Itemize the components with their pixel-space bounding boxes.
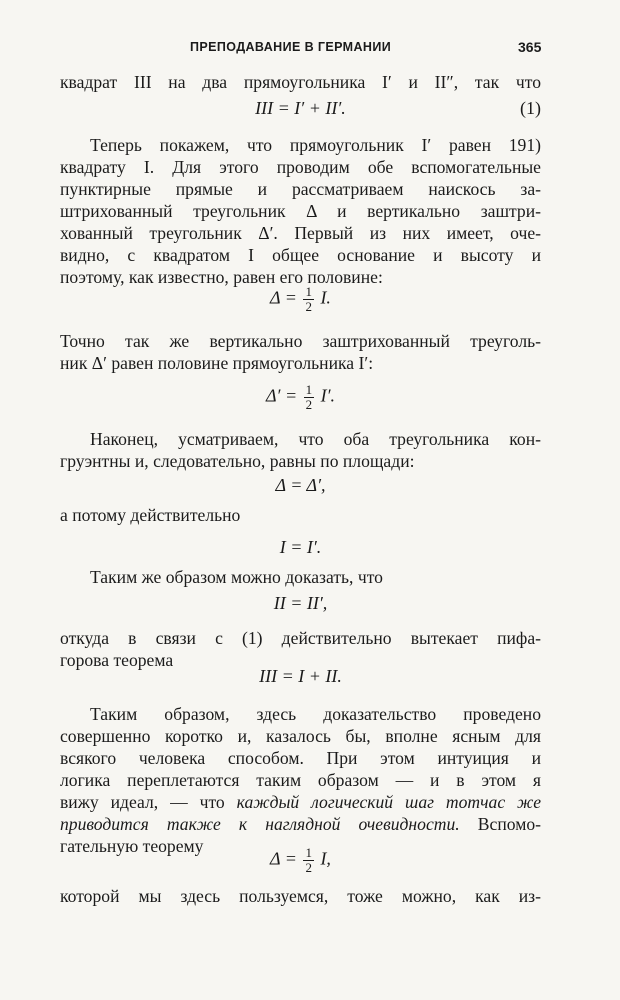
equation-6: II = II′,: [273, 593, 328, 613]
paragraph-conclusion: [60, 703, 541, 857]
text-line: квадрату I. Для этого проводим обе вспомогательные: [60, 157, 541, 177]
paragraph-similarly: Таким же образом можно доказать, что: [90, 567, 383, 587]
paragraph-proof-start: [60, 134, 541, 288]
paragraph-intro: квадрат III на два прямоугольника I′ и II″, так что: [60, 72, 541, 92]
equation-8: Δ = $\frac{1}{2}$ I,: [270, 845, 331, 875]
equation-2: Δ = $\frac{1}{2}$ I.: [270, 284, 331, 314]
text-line: Наконец, усматриваем, что оба треугольника кон-: [90, 429, 541, 449]
text-line: совершенно коротко и, казалось бы, вполне ясным для: [60, 726, 541, 746]
equation-5: I = I′.: [279, 537, 322, 557]
text-line: всякого человека способом. При этом интуиция и: [60, 748, 541, 768]
text-line: ник Δ′ равен половине прямоугольника I′:: [60, 353, 374, 373]
equation-4: Δ = Δ′,: [275, 475, 326, 495]
equation-3: Δ′ = $\frac{1}{2}$ I′.: [265, 382, 336, 412]
equation-number: (1): [520, 98, 541, 118]
fraction: $\frac{1}{2}$: [305, 284, 312, 314]
text-line: горова теорема: [60, 650, 174, 670]
paragraph-therefore: а потому действительно: [60, 505, 241, 525]
text-line: Теперь покажем, что прямоугольник I′ равен 191): [90, 135, 541, 155]
equation-1: [60, 97, 541, 119]
text-line: Таким образом, здесь доказательство проведено: [90, 704, 541, 724]
equation-7: III = I + II.: [259, 666, 342, 686]
page-number: 365: [518, 39, 542, 55]
text-line: хованный треугольник Δ′. Первый из них имеет, оче-: [60, 223, 541, 243]
text-line: поэтому, как известно, равен его половине:: [60, 267, 383, 287]
text-line: приводится также к наглядной очевидности. Вспомо-: [60, 814, 541, 834]
text-line: откуда в связи с (1) действительно вытекает пифа-: [60, 628, 541, 648]
equation-1-formula: III = I′ + II′.: [255, 98, 346, 118]
text-line: вижу идеал, — что каждый логический шаг тотчас же: [60, 792, 542, 812]
page-header: [0, 40, 620, 60]
fraction: $\frac{1}{2}$: [305, 382, 313, 412]
text-line: груэнтны и, следовательно, равны по площади:: [60, 451, 415, 471]
text-line: пунктирные прямые и рассматриваем наискось за-: [60, 179, 541, 199]
italic-emphasis: приводится также к наглядной очевидности.: [60, 814, 460, 834]
fraction: $\frac{1}{2}$: [305, 845, 312, 875]
text-line: Точно так же вертикально заштрихованный треуголь-: [60, 331, 541, 351]
paragraph-final: которой мы здесь пользуемся, тоже можно, как из-: [60, 886, 541, 906]
paragraph-vertical-triangle: [60, 330, 541, 374]
text-line: логика переплетаются таким образом — и в этом я: [60, 770, 541, 790]
text-line: видно, с квадратом I общее основание и высоту и: [60, 245, 541, 265]
running-head: ПРЕПОДАВАНИЕ В ГЕРМАНИИ: [190, 40, 392, 54]
paragraph-congruent: [60, 428, 541, 472]
text-line: штрихованный треугольник Δ и вертикально заштри-: [60, 201, 541, 221]
text-line: гательную теорему: [60, 836, 204, 856]
italic-emphasis: каждый логический шаг тотчас же: [236, 792, 542, 812]
